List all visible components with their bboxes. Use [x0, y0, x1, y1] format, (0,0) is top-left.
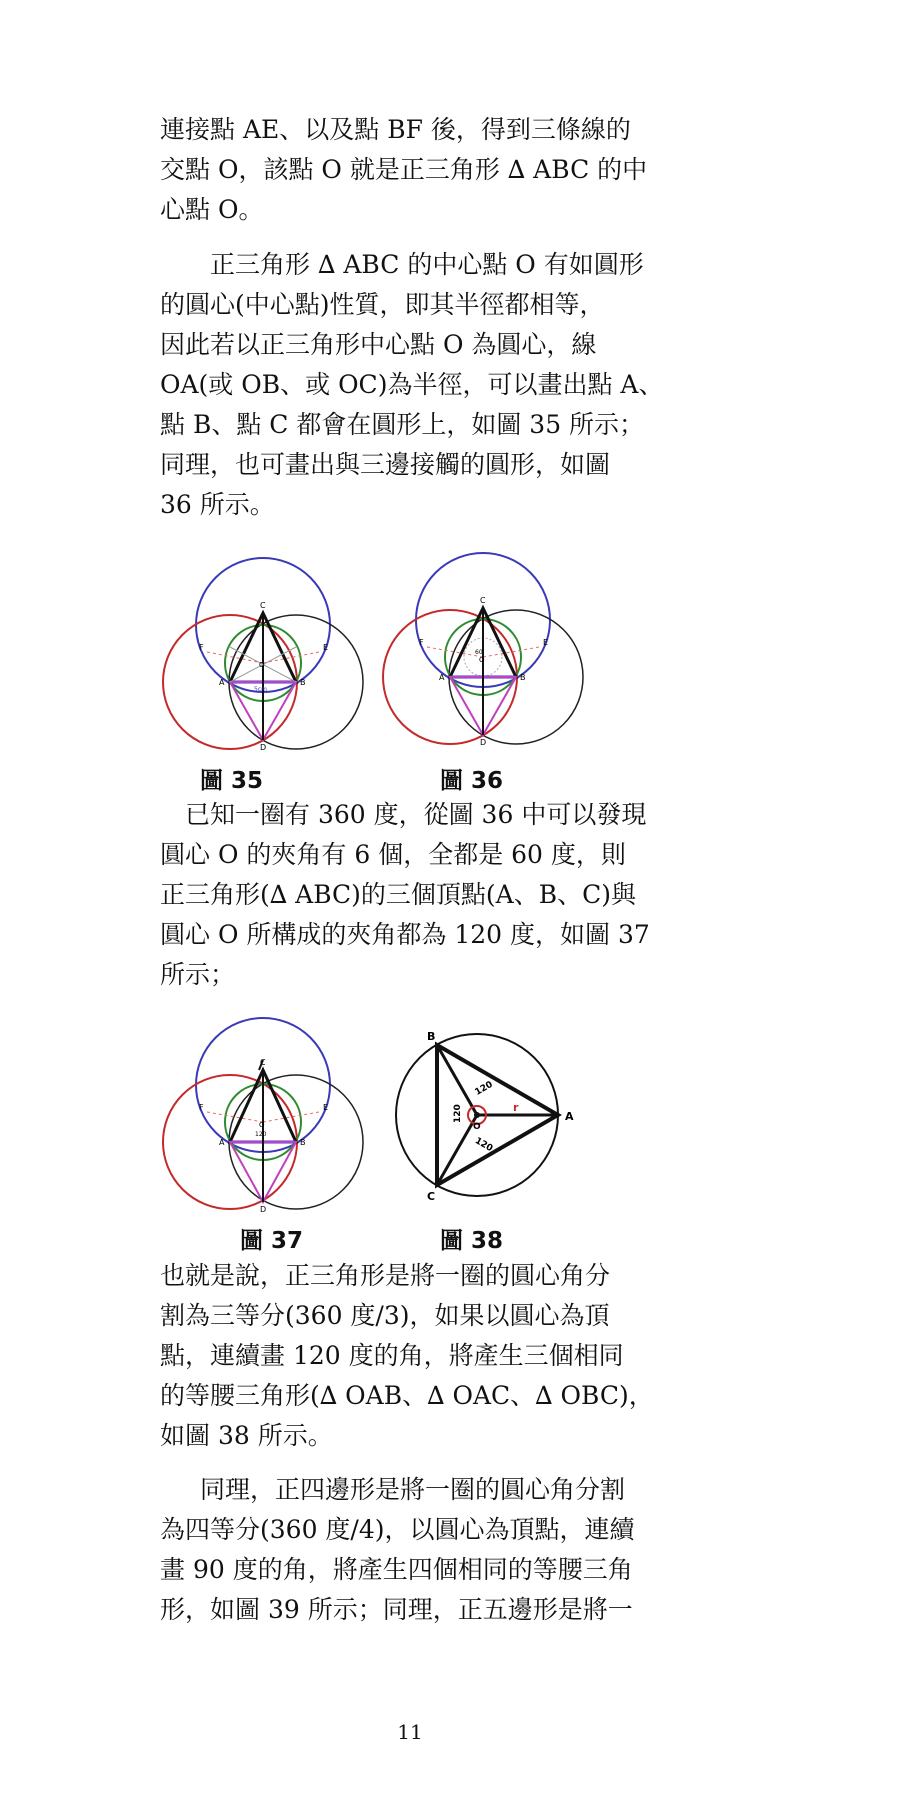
label-c: C	[260, 601, 266, 610]
text-line: 圓心 O 的夾角有 6 個，全都是 60 度，則	[160, 840, 626, 869]
text-line: 正三角形 ∆ ABC 的中心點 O 有如圓形	[210, 250, 644, 279]
label-o: O	[479, 656, 485, 664]
text-line: 所示；	[160, 960, 236, 989]
label-b: B	[300, 1138, 306, 1147]
text-line: 同理，正四邊形是將一圈的圓心角分割	[200, 1475, 626, 1504]
text-line: 正三角形(∆ ABC)的三個頂點(A、B、C)與	[160, 880, 636, 909]
text-line: 圓心 O 所構成的夾角都為 120 度，如圖 37	[160, 920, 650, 949]
label-c: C	[427, 1190, 436, 1203]
label-angle: 60	[475, 649, 483, 656]
label-d: D	[260, 1205, 267, 1214]
text-line: 點，連續畫 120 度的角，將產生三個相同	[160, 1341, 624, 1370]
paragraph-3	[160, 795, 660, 995]
text-line: 為四等分(360 度/4)，以圓心為頂點，連續	[160, 1515, 635, 1544]
label-r: r	[513, 1101, 519, 1114]
label-angle-bottom: 120	[472, 1136, 495, 1155]
text-line: OA(或 OB、或 OC)為半徑，可以畫出點 A、	[160, 370, 664, 399]
label-b: B	[300, 678, 306, 687]
text-line: 同理，也可畫出與三邊接觸的圓形，如圖	[160, 450, 611, 479]
label-f: F	[199, 643, 204, 652]
label-b: B	[520, 673, 526, 682]
text-line: 的等腰三角形(∆ OAB、∆ OAC、∆ OBC)，	[160, 1381, 654, 1410]
caption-figure-37: 圖 37	[240, 1228, 304, 1254]
text-line: 已知一圈有 360 度，從圖 36 中可以發現	[185, 800, 647, 829]
text-line: 因此若以正三角形中心點 O 為圓心，線	[160, 330, 597, 359]
label-edge: 5cm	[254, 686, 267, 693]
text-line: 也就是說，正三角形是將一圈的圓心角分	[160, 1261, 611, 1290]
text-line: 畫 90 度的角，將產生四個相同的等腰三角	[160, 1555, 633, 1584]
text-line: 心點 O。	[160, 195, 264, 224]
paragraph-4	[160, 1256, 660, 1456]
paragraph-1	[160, 110, 660, 230]
figure-35-diagram	[155, 555, 370, 750]
text-line: 割為三等分(360 度/3)，如果以圓心為頂	[160, 1301, 610, 1330]
text-line: 交點 O，該點 O 就是正三角形 ∆ ABC 的中	[160, 155, 648, 184]
label-e: E	[543, 638, 549, 647]
text-line: 連接點 AE、以及點 BF 後，得到三條線的	[160, 115, 631, 144]
label-o: O	[473, 1122, 481, 1132]
label-d: D	[480, 738, 487, 747]
label-c: C	[480, 596, 486, 605]
label-e: E	[323, 643, 329, 652]
figure-37-diagram	[155, 1010, 370, 1215]
label-angle: 120	[255, 1131, 267, 1138]
text-line: 36 所示。	[160, 490, 275, 519]
label-f: F	[199, 1103, 204, 1112]
text-line: 的圓心(中心點)性質，即其半徑都相等，	[160, 290, 605, 319]
label-o: O	[259, 661, 265, 669]
page-number: 11	[397, 1720, 423, 1744]
paragraph-2	[160, 245, 664, 525]
label-b: B	[427, 1030, 436, 1043]
text-line: 點 B、點 C 都會在圓形上，如圖 35 所示；	[160, 410, 645, 439]
figure-38-diagram	[385, 1010, 585, 1210]
label-o: O	[259, 1121, 265, 1129]
label-c: C	[260, 1058, 266, 1067]
label-a: A	[219, 1138, 225, 1147]
label-angle-left: 120	[453, 1104, 463, 1123]
text-line: 形，如圖 39 所示；同理，正五邊形是將一	[160, 1595, 633, 1624]
label-e: E	[323, 1103, 329, 1112]
label-angle-top: 120	[473, 1079, 495, 1098]
figure-36-diagram	[375, 530, 590, 750]
caption-figure-36: 圖 36	[440, 768, 504, 794]
caption-figure-38: 圖 38	[440, 1228, 504, 1254]
label-f: F	[419, 638, 424, 647]
text-line: 如圖 38 所示。	[160, 1421, 333, 1450]
label-a: A	[565, 1110, 574, 1123]
label-a: A	[439, 673, 445, 682]
paragraph-5	[160, 1470, 660, 1630]
label-a: A	[219, 678, 225, 687]
caption-figure-35: 圖 35	[200, 768, 264, 794]
label-d: D	[260, 743, 267, 750]
center-point	[474, 1112, 480, 1118]
